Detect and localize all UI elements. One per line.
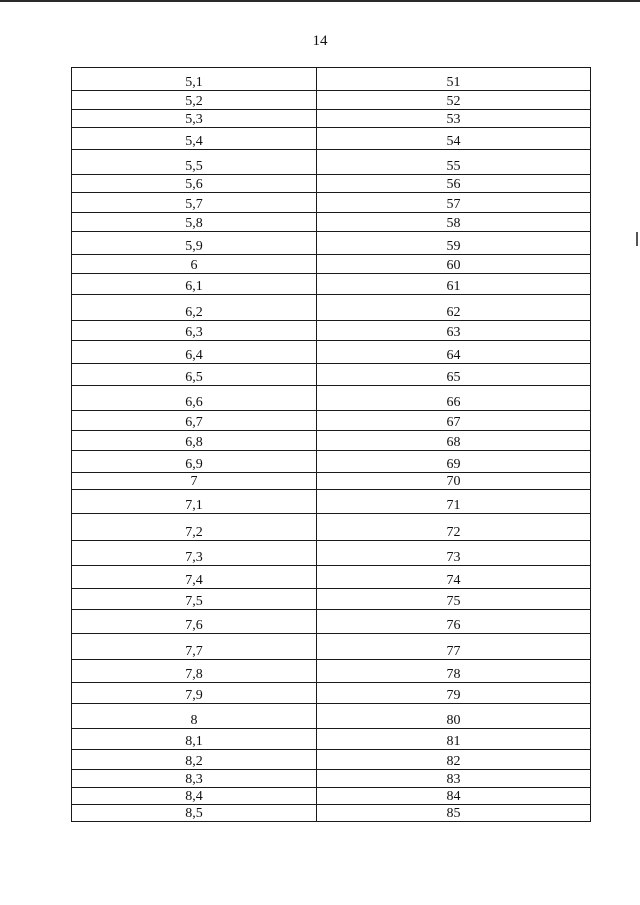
cell-integer-value: 78 (317, 660, 591, 683)
cell-decimal-value: 6,3 (72, 321, 317, 341)
table-row (72, 589, 591, 610)
table-row (72, 255, 591, 274)
cell-integer-value: 69 (317, 451, 591, 473)
cell-integer-value: 57 (317, 193, 591, 213)
cell-decimal-value: 7,4 (72, 566, 317, 589)
table-row (72, 451, 591, 473)
table-row (72, 321, 591, 341)
cell-integer-value: 51 (317, 68, 591, 91)
table-row (72, 770, 591, 788)
cell-decimal-value: 6,5 (72, 364, 317, 386)
table-row (72, 805, 591, 822)
cell-integer-value: 84 (317, 788, 591, 805)
table-row (72, 490, 591, 514)
cell-integer-value: 71 (317, 490, 591, 514)
cell-integer-value: 56 (317, 175, 591, 193)
table-row (72, 341, 591, 364)
table-row (72, 110, 591, 128)
cell-integer-value: 72 (317, 514, 591, 541)
cell-integer-value: 67 (317, 411, 591, 431)
cell-decimal-value: 5,6 (72, 175, 317, 193)
cell-integer-value: 79 (317, 683, 591, 704)
table-row (72, 175, 591, 193)
cell-decimal-value: 6,7 (72, 411, 317, 431)
table-row (72, 634, 591, 660)
cell-decimal-value: 6,1 (72, 274, 317, 295)
table-row (72, 750, 591, 770)
table-row (72, 660, 591, 683)
scan-mark-right (636, 232, 638, 246)
cell-decimal-value: 7,6 (72, 610, 317, 634)
cell-integer-value: 55 (317, 150, 591, 175)
cell-decimal-value: 6,2 (72, 295, 317, 321)
cell-decimal-value: 8,2 (72, 750, 317, 770)
cell-decimal-value: 6 (72, 255, 317, 274)
table-row (72, 150, 591, 175)
table-row (72, 68, 591, 91)
cell-decimal-value: 5,4 (72, 128, 317, 150)
cell-integer-value: 76 (317, 610, 591, 634)
scan-edge-top (0, 0, 640, 2)
cell-integer-value: 54 (317, 128, 591, 150)
cell-integer-value: 63 (317, 321, 591, 341)
cell-decimal-value: 5,2 (72, 91, 317, 110)
table-row (72, 213, 591, 232)
table-row (72, 514, 591, 541)
cell-decimal-value: 7,2 (72, 514, 317, 541)
cell-decimal-value: 8,5 (72, 805, 317, 822)
cell-decimal-value: 8,4 (72, 788, 317, 805)
cell-integer-value: 73 (317, 541, 591, 566)
value-table (71, 67, 591, 822)
cell-decimal-value: 8,3 (72, 770, 317, 788)
cell-decimal-value: 7,8 (72, 660, 317, 683)
table-row (72, 91, 591, 110)
cell-decimal-value: 6,4 (72, 341, 317, 364)
cell-integer-value: 82 (317, 750, 591, 770)
cell-decimal-value: 5,5 (72, 150, 317, 175)
cell-integer-value: 59 (317, 232, 591, 255)
table-row (72, 566, 591, 589)
cell-integer-value: 53 (317, 110, 591, 128)
table-row (72, 729, 591, 750)
table-row (72, 473, 591, 490)
cell-decimal-value: 5,3 (72, 110, 317, 128)
cell-decimal-value: 8,1 (72, 729, 317, 750)
table-row (72, 295, 591, 321)
table-row (72, 128, 591, 150)
cell-integer-value: 66 (317, 386, 591, 411)
cell-integer-value: 68 (317, 431, 591, 451)
table-row (72, 274, 591, 295)
table-row (72, 704, 591, 729)
cell-integer-value: 52 (317, 91, 591, 110)
table-row (72, 541, 591, 566)
cell-decimal-value: 7,5 (72, 589, 317, 610)
table-row (72, 193, 591, 213)
cell-integer-value: 75 (317, 589, 591, 610)
cell-integer-value: 80 (317, 704, 591, 729)
cell-decimal-value: 7 (72, 473, 317, 490)
cell-decimal-value: 7,3 (72, 541, 317, 566)
cell-decimal-value: 5,9 (72, 232, 317, 255)
cell-integer-value: 85 (317, 805, 591, 822)
table-row (72, 431, 591, 451)
cell-decimal-value: 6,6 (72, 386, 317, 411)
cell-decimal-value: 6,9 (72, 451, 317, 473)
cell-integer-value: 61 (317, 274, 591, 295)
cell-decimal-value: 7,1 (72, 490, 317, 514)
table-row (72, 386, 591, 411)
table-row (72, 232, 591, 255)
table-row (72, 610, 591, 634)
table-row (72, 683, 591, 704)
table-row (72, 411, 591, 431)
cell-integer-value: 77 (317, 634, 591, 660)
table-row (72, 788, 591, 805)
cell-integer-value: 64 (317, 341, 591, 364)
table-body (72, 68, 591, 822)
cell-integer-value: 65 (317, 364, 591, 386)
cell-decimal-value: 5,7 (72, 193, 317, 213)
cell-integer-value: 62 (317, 295, 591, 321)
cell-decimal-value: 5,8 (72, 213, 317, 232)
cell-integer-value: 81 (317, 729, 591, 750)
cell-integer-value: 58 (317, 213, 591, 232)
cell-integer-value: 83 (317, 770, 591, 788)
cell-decimal-value: 7,9 (72, 683, 317, 704)
cell-decimal-value: 7,7 (72, 634, 317, 660)
table-row (72, 364, 591, 386)
cell-decimal-value: 8 (72, 704, 317, 729)
cell-integer-value: 70 (317, 473, 591, 490)
page-number: 14 (312, 33, 328, 49)
cell-integer-value: 60 (317, 255, 591, 274)
cell-integer-value: 74 (317, 566, 591, 589)
cell-decimal-value: 5,1 (72, 68, 317, 91)
cell-decimal-value: 6,8 (72, 431, 317, 451)
